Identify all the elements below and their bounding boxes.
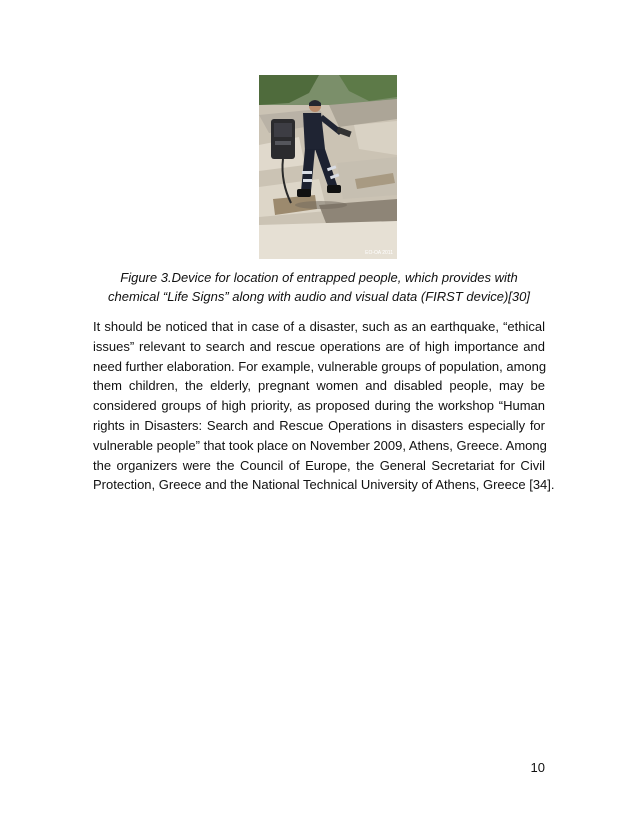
paragraph-line-6: rights in Disasters: Search and Rescue Operations in disasters especially for <box>93 417 545 433</box>
caption-line-2: chemical “Life Signs” along with audio and visual data (FIRST device)[30] <box>108 289 530 304</box>
page-number: 10 <box>530 760 545 775</box>
paragraph-line-1: It should be noticed that in case of a disaster, such as an earthquake, “ethical <box>93 319 545 334</box>
body-paragraph <box>93 317 555 495</box>
caption-line-1: Figure 3.Device for location of entrapped people, which provides with <box>120 270 518 285</box>
rescue-worker-photo <box>259 75 397 259</box>
paragraph-line-7: vulnerable people” that took place on November 2009, Athens, Greece. Among <box>93 437 547 453</box>
photo-watermark-label: ΕΟ-ΟΑ 2011 <box>365 250 393 256</box>
paragraph-line-4: them children, the elderly, pregnant women and disabled people, may be <box>93 378 545 394</box>
paragraph-line-9: Protection, Greece and the National Technical University of Athens, Greece [34]. <box>93 477 555 493</box>
paragraph-line-8: the organizers were the Council of Europe, the General Secretariat for Civil <box>93 457 545 473</box>
paragraph-line-5: considered groups of high priority, as proposed during the workshop “Human <box>93 398 545 414</box>
paragraph-line-2: issues” relevant to search and rescue operations are of high importance and <box>93 338 545 354</box>
paragraph-line-3: need further elaboration. For example, vulnerable groups of population, among <box>93 358 547 374</box>
figure-caption <box>92 268 546 306</box>
figure-photo <box>259 75 397 259</box>
